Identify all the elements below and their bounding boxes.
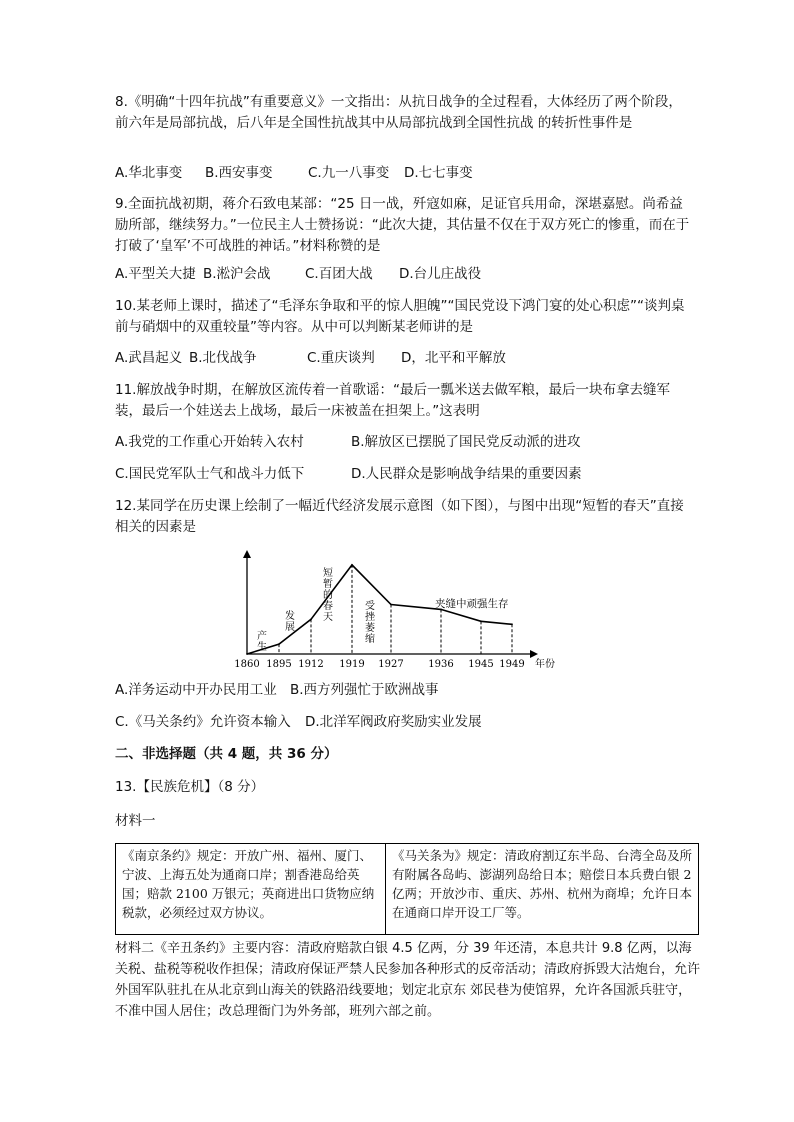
material-two: 材料二《辛丑条约》主要内容：清政府赔款白银 4.5 亿两，分 39 年还清，本息共计 9.8 亿两，以海关税、盐税等税收作担保；清政府保证严禁人民参加各种形式的反帝活动；清政府拆毁大沽炮台，允许外国军队驻扎在从北京到山海关的铁路沿线要地；划定北京东 郊民巷为使馆界，允许各国派兵驻守，不准中国人居住；改总理衙门为外务部，班列六部之前。 — [115, 941, 701, 1019]
section-heading: 二、非选择题（共 4 题，共 36 分） — [115, 746, 338, 762]
q12-option-a: A.洋务运动中开办民用工业 — [115, 682, 277, 698]
q10-options — [115, 348, 506, 368]
annotation-development: 发展 — [282, 610, 294, 632]
q12-option-d: D.北洋军阀政府奖励实业发展 — [305, 714, 482, 730]
x-tick-label: 1927 — [378, 659, 404, 670]
x-axis-label: 年份 — [535, 659, 555, 670]
annotation-setback: 受挫萎缩 — [362, 600, 374, 644]
x-tick-label: 1919 — [339, 659, 365, 670]
q8-option-c: C.九一八事变 — [308, 165, 390, 181]
q10-option-a: A.武昌起义 — [115, 350, 183, 366]
q10-option-d: D，北平和平解放 — [401, 350, 506, 366]
data-point — [511, 623, 513, 625]
annotation-survival: 夹缝中顽强生存 — [435, 598, 509, 610]
q12-options-row2 — [115, 712, 482, 732]
q12-option-b: B.西方列强忙于欧洲战事 — [290, 682, 439, 698]
economy-development-chart — [230, 550, 565, 675]
q12-options-row1 — [115, 680, 439, 700]
q9-option-c: C.百团大战 — [305, 266, 373, 282]
q12-stem: 12.某同学在历史课上绘制了一幅近代经济发展示意图（如下图），与图中出现“短暂的春天”直接相关的因素是 — [115, 498, 684, 535]
data-point — [390, 604, 392, 606]
q11-options-row1 — [115, 432, 581, 452]
data-point — [278, 643, 280, 645]
x-tick-label: 1945 — [468, 659, 494, 670]
q9-option-a: A.平型关大捷 — [115, 266, 196, 282]
data-point — [351, 564, 353, 566]
y-axis-arrow — [243, 550, 251, 558]
q10-option-c: C.重庆谈判 — [307, 350, 375, 366]
material-one-label: 材料一 — [115, 813, 156, 829]
x-tick-label: 1860 — [234, 659, 260, 670]
q9-option-d: D.台儿庄战役 — [399, 266, 482, 282]
q12-option-c: C.《马关条约》允许资本输入 — [115, 714, 291, 730]
q11-option-c: C.国民党军队士气和战斗力低下 — [115, 466, 305, 482]
x-tick-label: 1936 — [428, 659, 454, 670]
data-point — [246, 653, 248, 655]
treaty-table — [115, 843, 699, 935]
q13-title: 13.【民族危机】（8 分） — [115, 779, 265, 795]
q9-option-b: B.淞沪会战 — [203, 266, 271, 282]
q9-options — [115, 264, 481, 284]
q11-stem: 11.解放战争时期，在解放区流传着一首歌谣：“最后一瓢米送去做军粮，最后一块布拿去缝军装，最后一个娃送去上战场，最后一床被盖在担架上。”这表明 — [115, 382, 670, 419]
x-tick-label: 1912 — [298, 659, 324, 670]
q8-option-b: B.西安事变 — [205, 165, 273, 181]
x-tick-label: 1949 — [499, 659, 525, 670]
q11-option-a: A.我党的工作重心开始转入农村 — [115, 434, 304, 450]
data-point — [310, 618, 312, 620]
x-axis-arrow — [530, 650, 538, 658]
q9-stem: 9.全面抗战初期，蒋介石致电某部：“25 日一战，歼寇如麻，足证官兵用命，深堪嘉慰。尚希益励所部，继续努力。”一位民主人士赞扬说：“此次大捷，其估量不仅在于双方死亡的惨重，而在于打破了‘皇军’不可战胜的神话。”材料称赞的是 — [115, 196, 690, 254]
q8-option-a: A.华北事变 — [115, 165, 183, 181]
data-point — [480, 620, 482, 622]
q10-option-b: B.北伐战争 — [189, 350, 257, 366]
annotation-short-spring: 短暂的春天 — [320, 567, 332, 622]
nanjing-treaty-cell: 《南京条约》规定：开放广州、福州、厦门、宁波、上海五处为通商口岸；割香港岛给英国；赔款 2100 万银元；英商进出口货物应纳税款，必须经过双方协议。 — [116, 844, 386, 934]
maguan-treaty-cell: 《马关条为》规定：清政府割辽东半岛、台湾全岛及所有附属各岛屿、澎湖列岛给日本；赔偿日本兵费白银 2 亿两；开放沙市、重庆、苏州、杭州为商埠；允许日本在通商口岸开设工厂等。 — [392, 848, 693, 920]
q8-stem: 8.《明确“十四年抗战”有重要意义》一文指出：从抗日战争的全过程看，大体经历了两个阶段，前六年是局部抗战，后八年是全国性抗战其中从局部抗战到全国性抗战 的转折性事件是 — [115, 94, 682, 131]
q10-stem: 10.某老师上课时，描述了“毛泽东争取和平的惊人胆魄”“国民党设下鸿门宴的处心积虑”“谈判桌前与硝烟中的双重较量”等内容。从中可以判断某老师讲的是 — [115, 298, 685, 335]
annotation-origin: 产生 — [254, 630, 266, 652]
q8-options — [115, 163, 473, 183]
q11-options-row2 — [115, 464, 582, 484]
x-tick-label: 1895 — [266, 659, 292, 670]
q8-option-d: D.七七事变 — [404, 165, 473, 181]
q11-option-d: D.人民群众是影响战争结果的重要因素 — [351, 466, 582, 482]
q11-option-b: B.解放区已摆脱了国民党反动派的进攻 — [351, 434, 581, 450]
